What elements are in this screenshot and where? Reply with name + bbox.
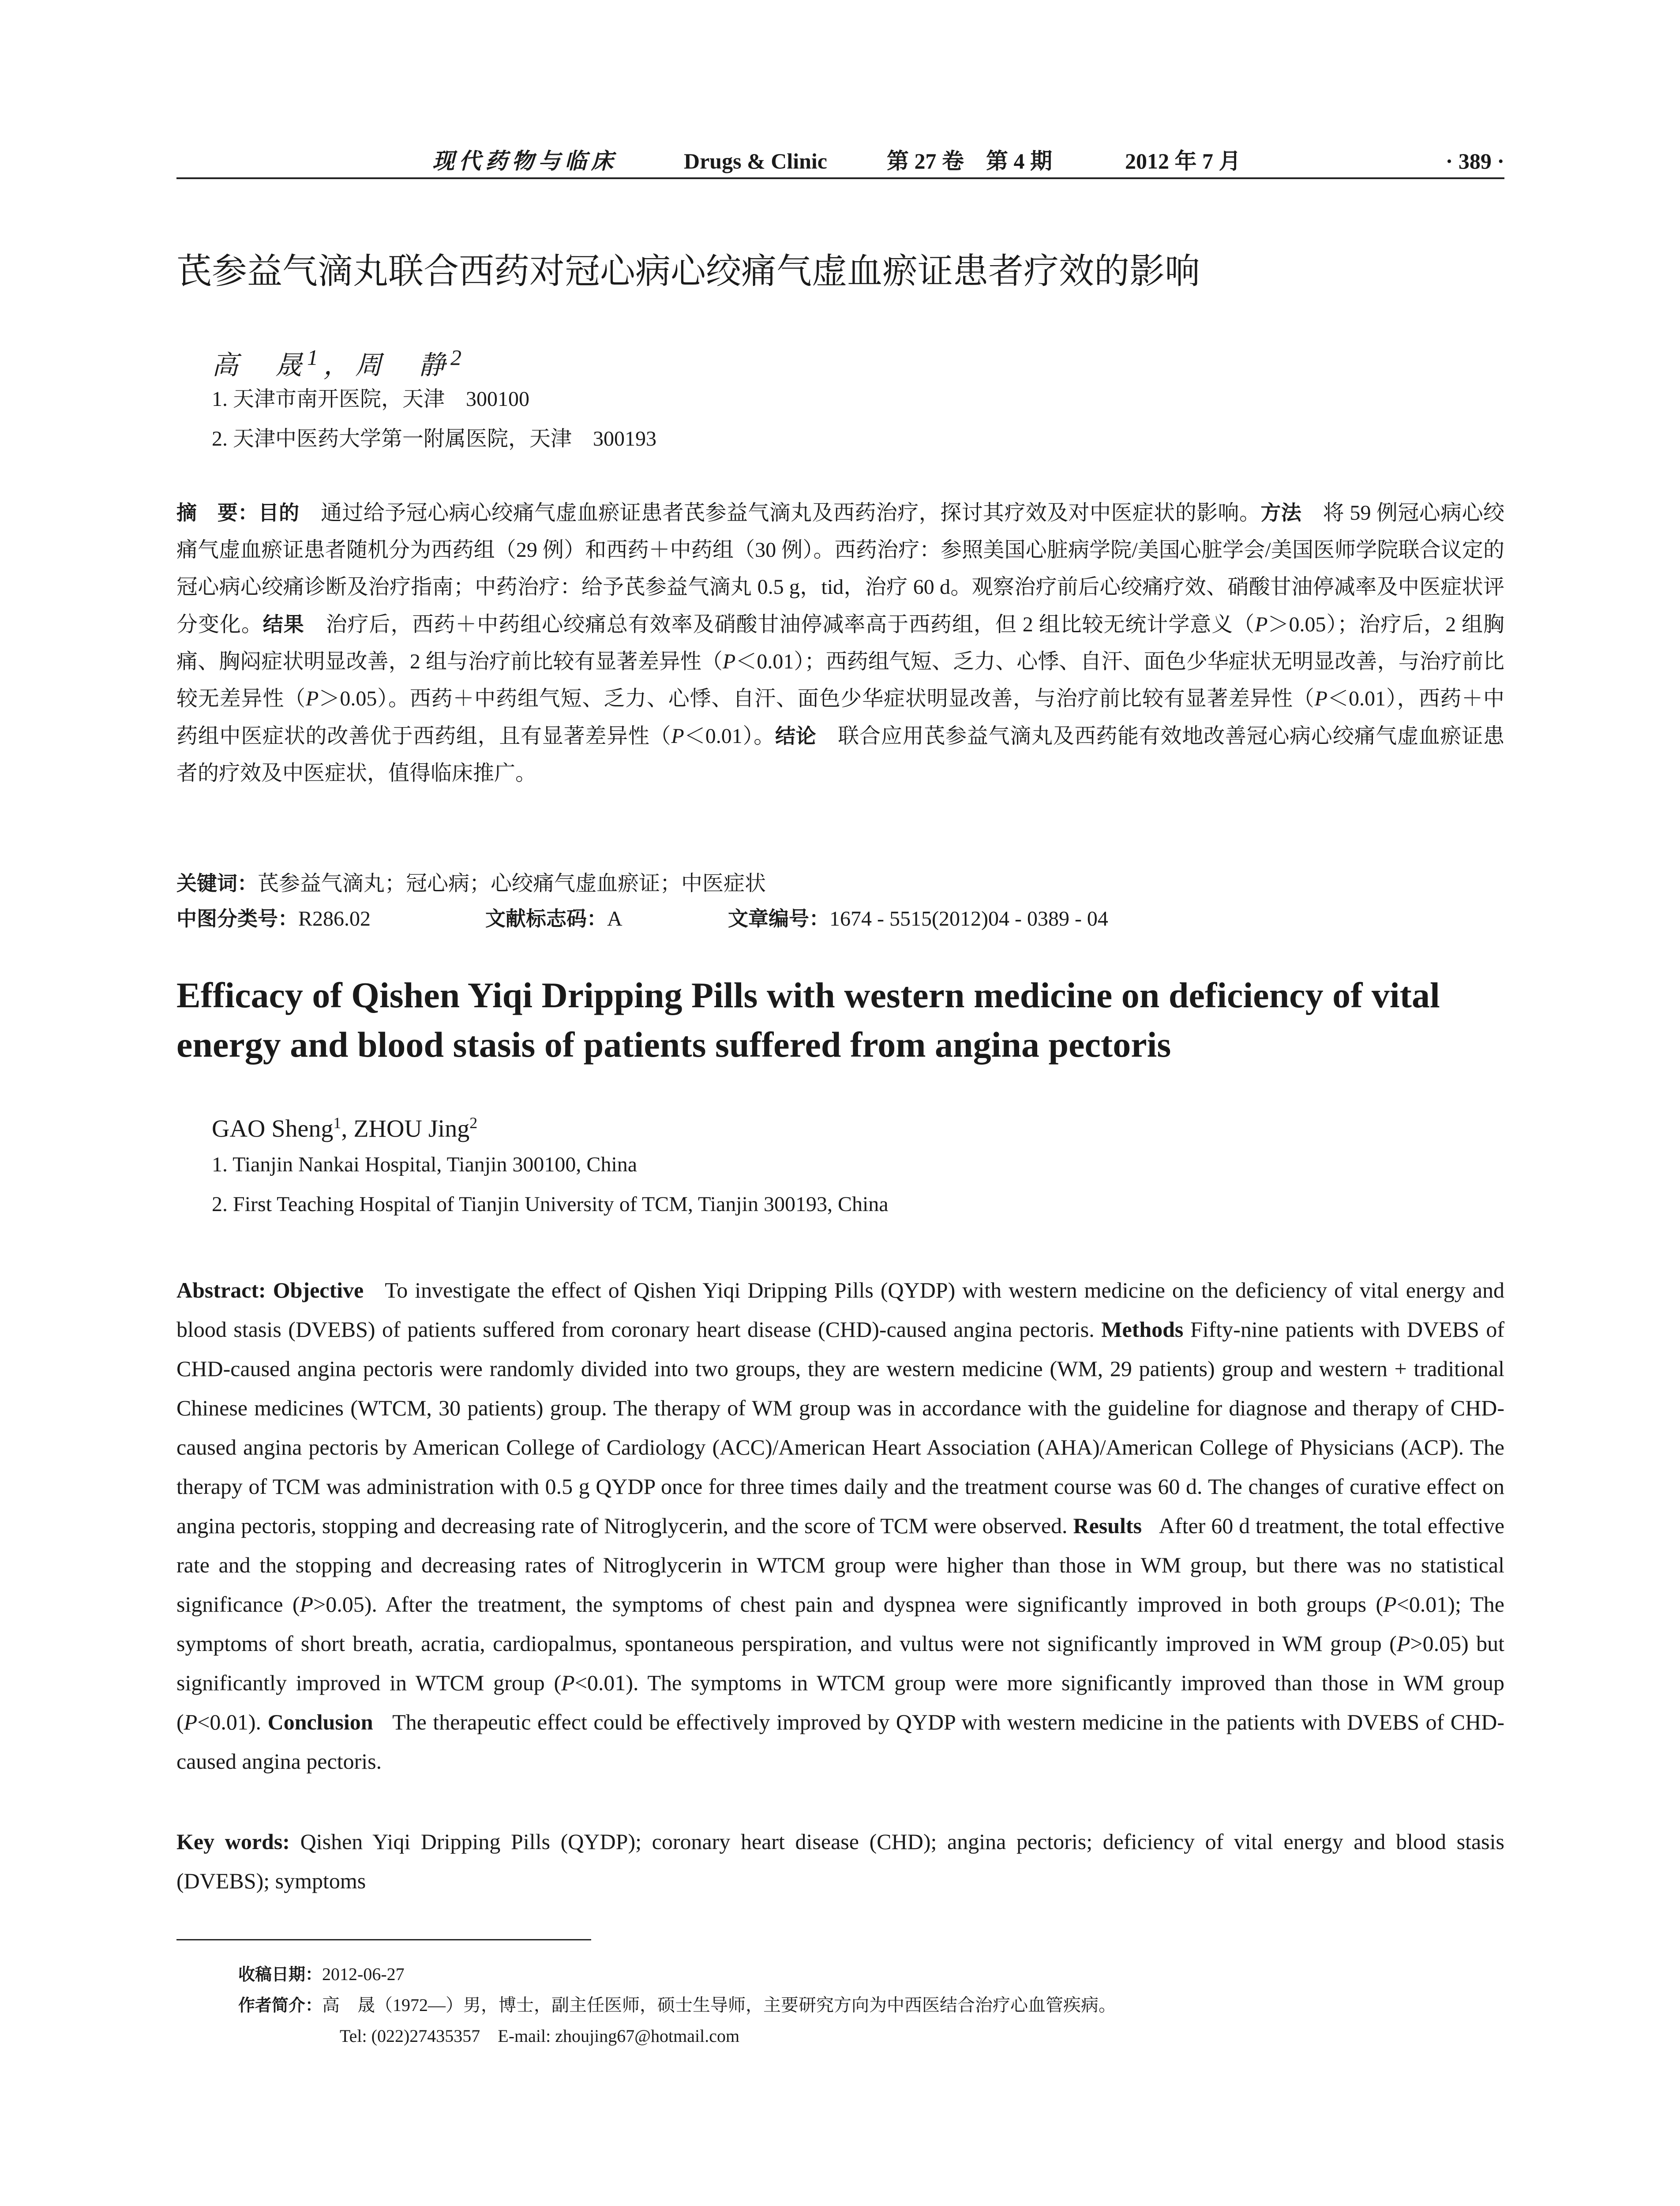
p-value-symbol: P	[723, 650, 736, 673]
abstract-results: 治疗后，西药＋中药组心绞痛总有效率及硝酸甘油停减率高于西药组，但 2 组比较无统计学意义（	[326, 613, 1255, 636]
section-label-conclusion: 结论	[775, 724, 817, 748]
classification-row	[176, 900, 1504, 937]
abstract-results: >0.05) but significantly improved in WTCM group (	[176, 1631, 1504, 1695]
p-value-symbol: P	[305, 687, 319, 710]
document-code	[485, 900, 622, 938]
journal-name-en: Drugs & Clinic	[684, 149, 827, 173]
section-label-results: Results	[1073, 1513, 1142, 1538]
abstract-results: ＜0.01），西药＋中药组中医症状的改善优于西药组，且有显著差异性（	[176, 687, 1504, 748]
received-date	[238, 1959, 405, 1990]
authors-cn	[212, 338, 467, 385]
author-separator: ,	[341, 1115, 354, 1143]
section-label-results: 结果	[262, 612, 304, 636]
author-bio-label: 作者简介：	[238, 1996, 322, 2015]
affiliation-cn: 2. 天津中医药大学第一附属医院，天津 300193	[212, 427, 657, 450]
abstract-cn	[176, 494, 1504, 792]
keywords-cn	[176, 865, 1504, 902]
author-name: GAO Sheng	[212, 1115, 334, 1143]
abstract-results: ＜0.01）。	[684, 724, 776, 748]
article-number-label: 文章编号：	[728, 907, 829, 930]
affiliation-en: 1. Tianjin Nankai Hospital, Tianjin 300100, China	[212, 1153, 638, 1176]
abstract-results: <0.01).	[197, 1710, 262, 1734]
header-rule	[176, 177, 1504, 179]
p-value-symbol: P	[561, 1670, 575, 1695]
keywords-en	[176, 1822, 1504, 1901]
abstract-methods: Fifty-nine patients with DVEBS of CHD-caused angina pectoris were randomly divided into two groups, they are western medicine (WM, 29 patients) group and western + traditional Chinese medicines (WTCM, 30 patients) group. The therapy of WM group was in accordance with the guideline for diagnose and therapy of CHD-caused angina pectoris by American College of Cardiology (ACC)/American Heart Association (AHA)/American College of Physicians (ACP). The therapy of TCM was administration with 0.5 g QYDP once for three times daily and the treatment course was 60 d. The changes of curative effect on angina pectoris, stopping and decreasing rate of Nitroglycerin, and the score of TCM were observed.	[176, 1317, 1505, 1538]
keywords-label: 关键词：	[176, 871, 258, 895]
section-label-objective: 目的	[258, 501, 300, 525]
abstract-en	[176, 1271, 1504, 1781]
author-affiliation-mark: 1	[333, 1114, 341, 1132]
p-value-symbol: P	[184, 1710, 198, 1734]
author-affiliation-mark: 2	[450, 345, 467, 370]
abstract-methods: 将 59 例冠心病心绞痛气虚血瘀证患者随机分为西药组（29 例）和西药＋中药组（30 例）。西药治疗：参照美国心脏病学院/美国心脏学会/美国医师学院联合议定的冠心病心绞痛诊断及治疗指南；中药治疗：给予芪参益气滴丸 0.5 g，tid，治疗 60 d。观察治疗前后心绞痛疗效、硝酸甘油停减率及中医症状评分变化。	[176, 501, 1504, 636]
article-title-cn: 芪参益气滴丸联合西药对冠心病心绞痛气虚血瘀证患者疗效的影响	[176, 251, 1200, 292]
page-number: · 389 ·	[1445, 149, 1504, 173]
section-label-objective: Objective	[273, 1278, 364, 1302]
document-code-value: A	[607, 907, 622, 930]
abstract-results: >0.05). After the treatment, the symptoms of chest pain and dyspnea were significantly improved in both groups (	[313, 1592, 1384, 1617]
keywords-label: Key words:	[176, 1829, 300, 1854]
document-code-label: 文献标志码：	[485, 907, 607, 930]
abstract-results: After 60 d treatment, the total effective rate and the stopping and decreasing rates of Nitroglycerin in WTCM group were higher than those in WM group, but there was no statistical significance (	[176, 1513, 1505, 1617]
article-title-en: Efficacy of Qishen Yiqi Dripping Pills with western medicine on deficiency of vital energy and blood stasis of patients suffered from angina pectoris	[176, 975, 1440, 1065]
abstract-results: <0.01). The symptoms in WTCM group were more significantly improved than those in WM group (	[176, 1670, 1504, 1734]
author-bio	[238, 1990, 1116, 2021]
p-value-symbol: P	[1255, 613, 1268, 636]
abstract-results: ＞0.05）；治疗后，2 组胸痛、胸闷症状明显改善，2 组与治疗前比较有显著差异性（	[176, 613, 1504, 673]
p-value-symbol: P	[1314, 687, 1328, 710]
keywords-text: Qishen Yiqi Dripping Pills (QYDP); coronary heart disease (CHD); angina pectoris; deficiency of vital energy and blood stasis (DVEBS); symptoms	[176, 1829, 1504, 1893]
received-value: 2012-06-27	[322, 1964, 405, 1984]
abstract-objective: 通过给予冠心病心绞痛气虚血瘀证患者芪参益气滴丸及西药治疗，探讨其疗效及对中医症状的影响。	[320, 501, 1261, 525]
clc-number	[176, 900, 371, 938]
clc-value: R286.02	[298, 907, 371, 930]
author-affiliation-mark: 2	[469, 1114, 478, 1132]
author-name: ZHOU Jing	[353, 1115, 470, 1143]
section-label-conclusion: Conclusion	[267, 1710, 373, 1734]
keywords-text: 芪参益气滴丸；冠心病；心绞痛气虚血瘀证；中医症状	[258, 872, 766, 895]
authors-en	[212, 1103, 477, 1149]
author-bio-text: 高 晟（1972—）男，博士，副主任医师，硕士生导师，主要研究方向为中西医结合治疗心血管疾病。	[322, 1995, 1117, 2015]
section-label-methods: Methods	[1101, 1317, 1184, 1342]
volume-issue: 第 27 卷 第 4 期	[887, 149, 1052, 173]
affiliation-en: 2. First Teaching Hospital of Tianjin University of TCM, Tianjin 300193, China	[212, 1193, 889, 1216]
abstract-results: ＜0.01）；西药组气短、乏力、心悸、自汗、面色少华症状无明显改善，与治疗前比较无差异性（	[176, 650, 1504, 710]
issue-date: 2012 年 7 月	[1125, 149, 1241, 173]
author-affiliation-mark: 1	[307, 345, 323, 370]
article-number	[728, 900, 1108, 938]
running-header	[176, 141, 1504, 181]
section-label-methods: 方法	[1260, 501, 1302, 525]
author-separator: ，	[323, 351, 355, 380]
abstract-results: <0.01); The symptoms of short breath, acratia, cardiopalmus, spontaneous perspiration, and vultus were not significantly improved in WM group (	[176, 1592, 1504, 1656]
p-value-symbol: P	[1383, 1592, 1397, 1617]
author-contact: Tel: (022)27435357 E-mail: zhoujing67@hotmail.com	[340, 2026, 740, 2046]
affiliation-cn: 1. 天津市南开医院，天津 300100	[212, 387, 530, 411]
footnote-rule	[176, 1939, 591, 1940]
clc-label: 中图分类号：	[176, 907, 298, 930]
received-label: 收稿日期：	[238, 1965, 322, 1984]
abstract-label: 摘 要：	[176, 501, 259, 525]
abstract-conclusion: The therapeutic effect could be effectively improved by QYDP with western medicine in the patients with DVEBS of CHD-caused angina pectoris.	[176, 1710, 1505, 1774]
abstract-label: Abstract:	[176, 1278, 273, 1302]
author-name: 高 晟	[212, 351, 307, 380]
author-name: 周 静	[355, 351, 450, 380]
abstract-results: ＞0.05）。西药＋中药组气短、乏力、心悸、自汗、面色少华症状明显改善，与治疗前比较有显著差异性（	[319, 687, 1315, 710]
p-value-symbol: P	[671, 724, 684, 748]
abstract-conclusion: 联合应用芪参益气滴丸及西药能有效地改善冠心病心绞痛气虚血瘀证患者的疗效及中医症状，值得临床推广。	[176, 724, 1504, 785]
journal-name-cn: 现代药物与临床	[432, 149, 618, 173]
p-value-symbol: P	[300, 1592, 314, 1617]
article-number-value: 1674 - 5515(2012)04 - 0389 - 04	[829, 907, 1108, 930]
abstract-objective: To investigate the effect of Qishen Yiqi Dripping Pills (QYDP) with western medicine on the deficiency of vital energy and blood stasis (DVEBS) of patients suffered from coronary heart disease (CHD)-caused angina pectoris.	[176, 1278, 1504, 1342]
p-value-symbol: P	[1396, 1631, 1410, 1656]
